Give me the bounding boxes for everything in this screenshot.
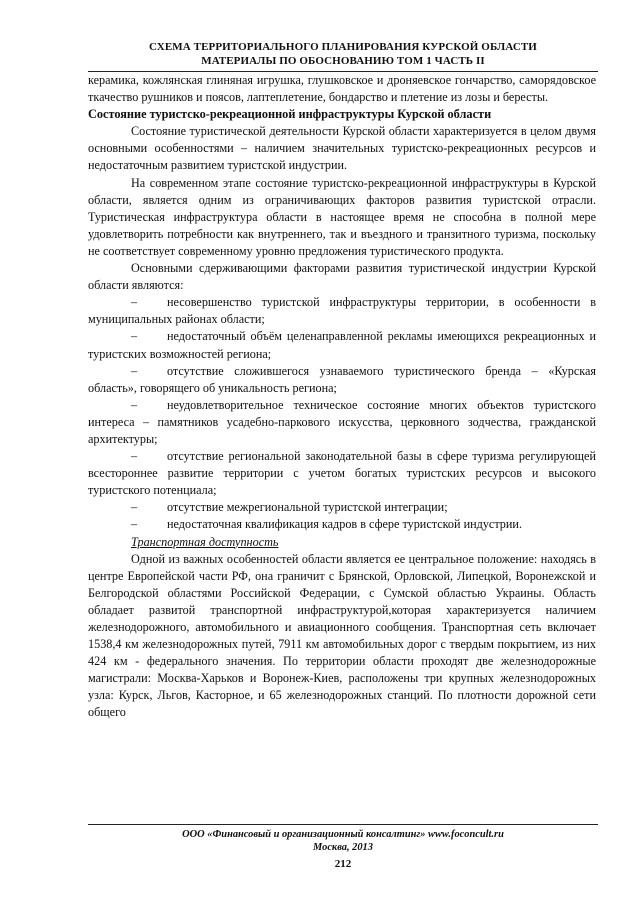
factor-item-4 [88,397,596,448]
body-paragraph-2: На современном этапе состояние туристско-рекреационной инфраструктуры в Курской области, является одним из ограничивающих факторов развития туристской отрасли. Туристическая инфраструктура области в настоящее время не способна в полной мере удовлетворить потребности как внутреннего, так и въездного и транзитного туризма, поскольку не соответствует современному уровню предложения туристического продукта. [88,175,596,258]
subheading-transport: Транспортная доступность [131,534,279,549]
transport-paragraph: Одной из важных особенностей области является ее центральное положение: находясь в центре Европейской части РФ, она граничит с Брянской, Орловской, Липецкой, Воронежской и Белгородской областями Российской Федерации, с Сумской областью Украины. Область обладает развитой транспортной инфраструктурой,которая характеризуется наличием железнодорожного, автомобильного и авиационного сообщения. Транспортная сеть включает 1538,4 км железнодорожных путей, 7911 км автомобильных дорог с твердым покрытием, из них 424 км - федерального значения. По территории области проходят две железнодорожные магистрали: Москва-Харьков и Воронеж-Киев, расположены три крупных железнодорожных узла: Курск, Льгов, Касторное, и 65 железнодорожных станций. По плотности дорожной сети общего [88,551,596,720]
factor-item-5 [88,448,596,499]
factor-text: неудовлетворительное техническое состояние многих объектов туристского интереса – памятников усадебно-паркового искусства, церковного зодчества, гражданской архитектуры; [88,397,596,446]
factor-item-2 [88,328,596,362]
factor-text: недостаточная квалификация кадров в сфере туристской индустрии. [167,517,522,532]
factor-text: отсутствие межрегиональной туристской интеграции; [167,500,448,515]
factor-text: отсутствие региональной законодательной базы в сфере туризма регулирующей всестороннее развитие территории с учетом богатых туристских ресурсов и высокого туристского потенциала; [88,449,596,498]
footer-city-line: Москва, 2013 [313,842,373,853]
dash-marker: – [131,329,138,344]
factor-item-7 [88,516,596,533]
header-title-line: СХЕМА ТЕРРИТОРИАЛЬНОГО ПЛАНИРОВАНИЯ КУРСКОЙ ОБЛАСТИ [149,41,537,53]
page-number: 212 [334,858,352,870]
dash-marker: – [131,397,138,412]
intro-paragraph: керамика, кожлянская глиняная игрушка, глушковское и дроняевское гончарство, саморядовское ткачество рушников и поясов, лаптеплетение, бондарство и плетение из лозы и бересты. [88,73,596,105]
footer-divider [88,824,598,825]
footer-company-line: ООО «Финансовый и организационный консалтинг» www.foconcult.ru [182,829,504,840]
body-paragraph-1: Состояние туристической деятельности Курской области характеризуется в целом двумя основными особенностями – наличием значительных туристско-рекреационных ресурсов и недостаточным развитием туристской индустрии. [88,124,596,173]
dash-marker: – [131,295,138,310]
factor-item-6 [88,499,596,516]
document-header [88,40,598,68]
factor-text: недостаточный объём целенаправленной рекламы имеющихся рекреационных и туристских возможностей региона; [88,329,596,361]
dash-marker: – [131,363,138,378]
factor-item-1 [88,294,596,328]
factor-text: отсутствие сложившегося узнаваемого туристического бренда – «Курская область», говорящего об уникальность региона; [88,363,596,395]
dash-marker: – [131,449,138,464]
dash-marker: – [131,500,138,515]
document-body [88,72,596,722]
dash-marker: – [131,517,138,532]
section-title: Состояние туристско-рекреационной инфраструктуры Курской области [88,107,492,122]
factor-text: несовершенство туристской инфраструктуры территории, в особенности в муниципальных районах области; [88,295,596,327]
body-paragraph-3: Основными сдерживающими факторами развития туристической индустрии Курской области являются: [88,261,596,293]
factor-item-3 [88,363,596,397]
header-subtitle-line: МАТЕРИАЛЫ ПО ОБОСНОВАНИЮ ТОМ 1 ЧАСТЬ II [201,55,485,67]
document-footer [88,828,598,854]
